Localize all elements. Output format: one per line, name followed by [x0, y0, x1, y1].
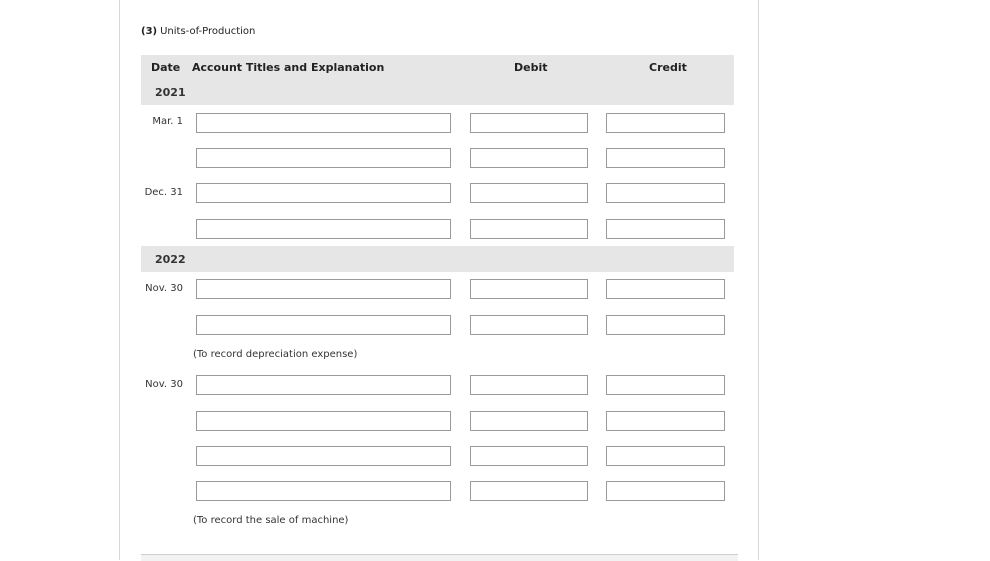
account-input[interactable] [196, 481, 451, 501]
account-input[interactable] [196, 113, 451, 133]
debit-input[interactable] [470, 183, 588, 203]
debit-input[interactable] [470, 113, 588, 133]
credit-input[interactable] [606, 113, 725, 133]
debit-input[interactable] [470, 315, 588, 335]
header-account: Account Titles and Explanation [192, 61, 385, 74]
date-label: Mar. 1 [152, 116, 183, 127]
debit-input[interactable] [470, 481, 588, 501]
section-title [141, 26, 255, 37]
date-label: Dec. 31 [144, 187, 183, 198]
account-input[interactable] [196, 183, 451, 203]
debit-input[interactable] [470, 219, 588, 239]
credit-input[interactable] [606, 446, 725, 466]
credit-input[interactable] [606, 148, 725, 168]
account-input[interactable] [196, 279, 451, 299]
credit-input[interactable] [606, 375, 725, 395]
year-label-2022: 2022 [155, 253, 186, 266]
account-input[interactable] [196, 148, 451, 168]
debit-input[interactable] [470, 411, 588, 431]
debit-input[interactable] [470, 375, 588, 395]
debit-input[interactable] [470, 148, 588, 168]
debit-input[interactable] [470, 279, 588, 299]
header-debit: Debit [514, 61, 548, 74]
header-credit: Credit [649, 61, 687, 74]
credit-input[interactable] [606, 279, 725, 299]
credit-input[interactable] [606, 315, 725, 335]
year-label-2021: 2021 [155, 86, 186, 99]
date-label: Nov. 30 [145, 379, 183, 390]
header-date: Date [151, 61, 181, 74]
journal-panel [119, 0, 759, 560]
account-input[interactable] [196, 219, 451, 239]
year-band [141, 246, 734, 272]
explanation-note: (To record the sale of machine) [193, 515, 349, 526]
account-input[interactable] [196, 411, 451, 431]
explanation-note: (To record depreciation expense) [193, 349, 358, 360]
account-input[interactable] [196, 375, 451, 395]
account-input[interactable] [196, 446, 451, 466]
credit-input[interactable] [606, 481, 725, 501]
date-label: Nov. 30 [145, 283, 183, 294]
debit-input[interactable] [470, 446, 588, 466]
account-input[interactable] [196, 315, 451, 335]
section-number: (3) [141, 26, 158, 37]
credit-input[interactable] [606, 183, 725, 203]
credit-input[interactable] [606, 411, 725, 431]
credit-input[interactable] [606, 219, 725, 239]
section-name: Units-of-Production [160, 26, 256, 37]
